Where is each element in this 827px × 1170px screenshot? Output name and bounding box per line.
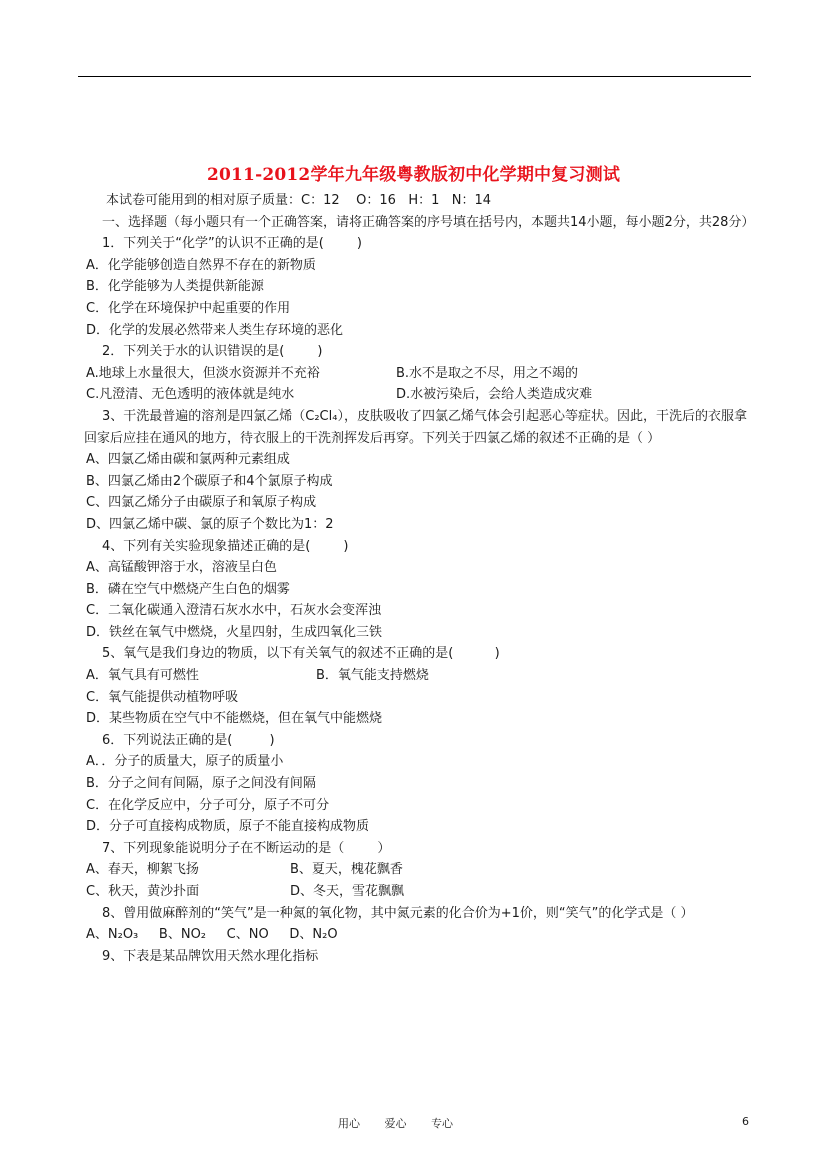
section-heading: 一、选择题（每小题只有一个正确答案，请将正确答案的序号填在括号内，本题共14小题，每小题2分，共28分）	[102, 214, 755, 230]
question-3-option-a: A、四氯乙烯由碳和氯两种元素组成	[86, 452, 290, 468]
question-7-options-cd	[86, 881, 751, 903]
question-3-option-b: B、四氯乙烯由2个碳原子和4个氯原子构成	[86, 473, 333, 489]
question-1-option-a: A．化学能够创造自然界不存在的新物质	[86, 257, 316, 273]
question-7-option-b: B、夏天，槐花飘香	[290, 862, 403, 878]
question-5-stem: 5、氧气是我们身边的物质，以下有关氧气的叙述不正确的是( )	[102, 646, 500, 662]
question-4-option-a: A、高锰酸钾溶于水，溶液呈白色	[86, 560, 277, 576]
question-3-option-c: C、四氯乙烯分子由碳原子和氧原子构成	[86, 495, 317, 511]
question-1-option-d: D．化学的发展必然带来人类生存环境的恶化	[86, 322, 344, 338]
page-title: 2011-2012学年九年级粤教版初中化学期中复习测试	[206, 165, 621, 185]
question-4-stem: 4、下列有关实验现象描述正确的是( )	[102, 538, 349, 554]
question-9-stem: 9、下表是某品牌饮用天然水理化指标	[102, 948, 319, 964]
question-2-options-cd	[86, 384, 751, 406]
question-4-option-c: C．二氧化碳通入澄清石灰水水中，石灰水会变浑浊	[86, 603, 382, 619]
question-2-option-a: A.地球上水量很大，但淡水资源并不充裕	[86, 365, 320, 381]
question-2-stem: 2．下列关于水的认识错误的是( )	[102, 344, 323, 360]
question-6-option-d: D．分子可直接构成物质，原子不能直接构成物质	[86, 819, 370, 835]
question-1-option-c: C．化学在环境保护中起重要的作用	[86, 300, 291, 316]
question-3-stem: 3、干洗最普遍的溶剂是四氯乙烯（C₂Cl₄），皮肤吸收了四氯乙烯气体会引起恶心等症状。因此，干洗后的衣服拿回家后应挂在通风的地方，待衣服上的干洗剂挥发后再穿。下列关于四氯乙烯的叙述不正确的是（ ）	[84, 408, 747, 446]
question-2-option-d: D.水被污染后，会给人类造成灾难	[396, 387, 593, 403]
question-6-option-c: C．在化学反应中，分子可分，原子不可分	[86, 797, 330, 813]
question-7-stem: 7、下列现象能说明分子在不断运动的是（ ）	[102, 840, 391, 856]
question-7-option-c: C、秋天，黄沙扑面	[86, 884, 200, 899]
footer-motto: 用心 爱心 专心	[338, 1117, 453, 1130]
question-7-option-d: D、冬天，雪花飘飘	[290, 884, 405, 899]
question-7-option-a: A、春天，柳絮飞扬	[86, 862, 199, 878]
question-8-stem: 8、曾用做麻醉剂的“笑气”是一种氮的氧化物，其中氮元素的化合价为+1价，则“笑气”的化学式是（ ）	[102, 905, 694, 921]
question-5-options-ab	[86, 665, 751, 687]
question-1-stem: 1．下列关于“化学”的认识不正确的是( )	[102, 236, 362, 252]
question-2-option-c: C.凡澄清、无色透明的液体就是纯水	[86, 387, 295, 403]
question-2-option-b: B.水不是取之不尽，用之不竭的	[396, 365, 579, 381]
question-8-options: A、N₂O₃ B、NO₂ C、NO D、N₂O	[86, 927, 338, 943]
question-4-option-b: B．磷在空气中燃烧产生白色的烟雾	[86, 581, 290, 597]
question-6-stem: 6．下列说法正确的是( )	[102, 732, 275, 748]
intro-line: 本试卷可能用到的相对原子质量：C：12 O：16 H：1 N：14	[106, 193, 492, 208]
question-6-option-a: A．．分子的质量大，原子的质量小	[86, 754, 284, 770]
question-4-option-d: D．铁丝在氧气中燃烧，火星四射，生成四氧化三铁	[86, 624, 383, 640]
question-7-options-ab	[86, 859, 751, 881]
page-number: 6	[742, 1115, 749, 1128]
question-5-option-d: D．某些物质在空气中不能燃烧，但在氧气中能燃烧	[86, 711, 383, 727]
question-5-option-b: B．氧气能支持燃烧	[316, 668, 429, 684]
exam-body	[84, 190, 755, 967]
question-5-option-c: C．氧气能提供动植物呼吸	[86, 689, 239, 705]
question-1-option-b: B．化学能够为人类提供新能源	[86, 279, 264, 295]
header-rule	[78, 76, 751, 77]
question-2-options-ab	[86, 363, 751, 385]
question-5-option-a: A．氧气具有可燃性	[86, 668, 199, 684]
question-6-option-b: B．分子之间有间隔，原子之间没有间隔	[86, 776, 316, 792]
question-3-option-d: D、四氯乙烯中碳、氯的原子个数比为1：2	[86, 516, 334, 532]
